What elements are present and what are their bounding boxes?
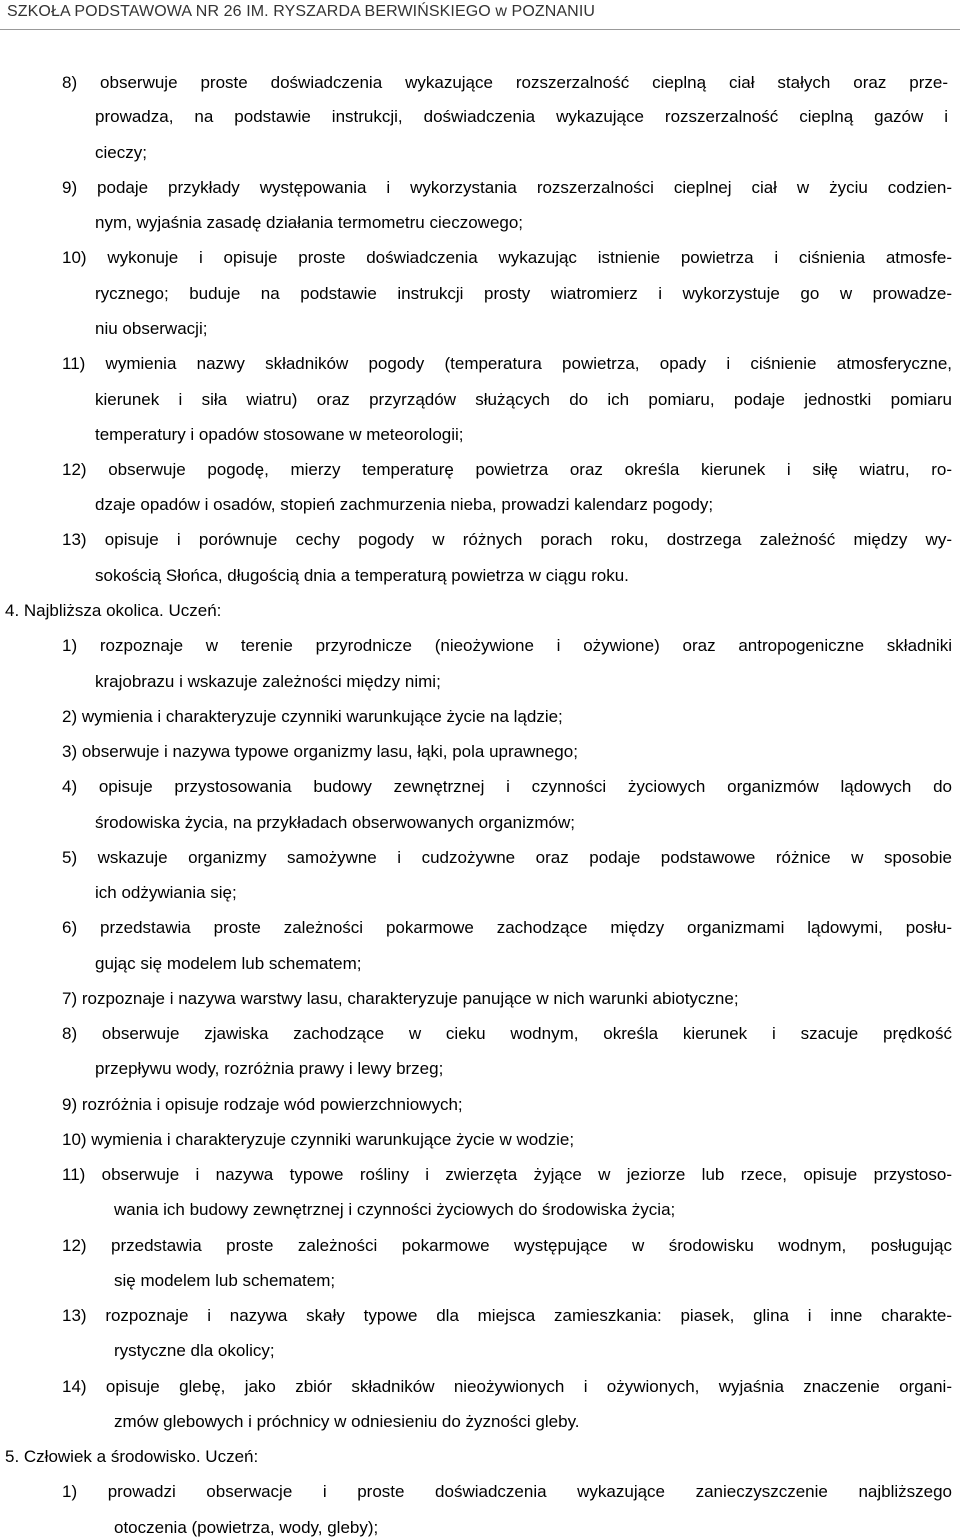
text-line: temperatury i opadów stosowane w meteorologii;	[95, 425, 464, 444]
text-line: środowiska życia, na przykładach obserwowanych organizmów;	[95, 813, 575, 832]
text-line: 3) obserwuje i nazywa typowe organizmy lasu, łąki, pola uprawnego;	[62, 742, 578, 761]
text-line: krajobrazu i wskazuje zależności między nimi;	[95, 672, 441, 691]
text-line: 1) rozpoznaje w terenie przyrodnicze (nieożywione i ożywione) oraz antropogeniczne składniki	[62, 636, 952, 655]
text-line: 4) opisuje przystosowania budowy zewnętrznej i czynności życiowych organizmów lądowych do	[62, 777, 952, 796]
text-line: gując się modelem lub schematem;	[95, 954, 362, 973]
text-line: 4. Najbliższa okolica. Uczeń:	[5, 601, 222, 620]
text-line: 10) wykonuje i opisuje proste doświadczenia wykazując istnienie powietrza i ciśnienia atmosfe-	[62, 248, 952, 267]
text-line: rycznego; buduje na podstawie instrukcji prosty wiatromierz i wykorzystuje go w prowadze-	[95, 284, 952, 303]
text-line: prowadza, na podstawie instrukcji, doświadczenia wykazujące rozszerzalność cieplną gazów i	[95, 107, 948, 126]
text-line: kierunek i siła wiatru) oraz przyrządów służących do ich pomiaru, podaje jednostki pomiaru	[95, 390, 952, 409]
text-line: 10) wymienia i charakteryzuje czynniki warunkujące życie w wodzie;	[62, 1130, 575, 1149]
text-line: się modelem lub schematem;	[114, 1271, 336, 1290]
text-line: 13) opisuje i porównuje cechy pogody w różnych porach roku, dostrzega zależność między wy-	[62, 530, 952, 549]
text-line: 6) przedstawia proste zależności pokarmowe zachodzące między organizmami lądowymi, posłu-	[62, 918, 952, 937]
text-line: zmów glebowych i próchnicy w odniesieniu do żyzności gleby.	[114, 1412, 580, 1431]
text-line: 9) podaje przykłady występowania i wykorzystania rozszerzalności cieplnej ciał w życiu codzien-	[62, 178, 952, 197]
text-line: 2) wymienia i charakteryzuje czynniki warunkujące życie na lądzie;	[62, 707, 563, 726]
text-line: sokością Słońca, długością dnia a temperaturą powietrza w ciągu roku.	[95, 566, 629, 585]
text-line: 13) rozpoznaje i nazywa skały typowe dla miejsca zamieszkania: piasek, glina i inne charakte-	[62, 1306, 952, 1325]
text-line: 5) wskazuje organizmy samożywne i cudzożywne oraz podaje podstawowe różnice w sposobie	[62, 848, 952, 867]
text-line: ich odżywiania się;	[95, 883, 237, 902]
text-line: cieczy;	[95, 143, 147, 162]
text-line: 8) obserwuje zjawiska zachodzące w cieku wodnym, określa kierunek i szacuje prędkość	[62, 1024, 952, 1043]
text-line: niu obserwacji;	[95, 319, 208, 338]
page-header-title: SZKOŁA PODSTAWOWA NR 26 IM. RYSZARDA BERWIŃSKIEGO w POZNANIU	[7, 3, 596, 20]
text-line: otoczenia (powietrza, wody, gleby);	[114, 1518, 379, 1537]
text-line: dzaje opadów i osadów, stopień zachmurzenia nieba, prowadzi kalendarz pogody;	[95, 495, 714, 514]
text-line: 8) obserwuje proste doświadczenia wykazujące rozszerzalność cieplną ciał stałych oraz prze-	[62, 73, 948, 92]
text-line: rystyczne dla okolicy;	[114, 1341, 275, 1360]
text-line: przepływu wody, rozróżnia prawy i lewy brzeg;	[95, 1059, 444, 1078]
text-line: 1) prowadzi obserwacje i proste doświadczenia wykazujące zanieczyszczenie najbliższego	[62, 1482, 952, 1501]
text-line: 12) obserwuje pogodę, mierzy temperaturę powietrza oraz określa kierunek i siłę wiatru, ro-	[62, 460, 952, 479]
text-line: nym, wyjaśnia zasadę działania termometru cieczowego;	[95, 213, 524, 232]
text-line: 9) rozróżnia i opisuje rodzaje wód powierzchniowych;	[62, 1095, 463, 1114]
text-line: 11) obserwuje i nazywa typowe rośliny i zwierzęta żyjące w jeziorze lub rzece, opisuje przystoso-	[62, 1165, 952, 1184]
text-line: 7) rozpoznaje i nazywa warstwy lasu, charakteryzuje panujące w nich warunki abiotyczne;	[62, 989, 739, 1008]
text-line: 14) opisuje glebę, jako zbiór składników nieożywionych i ożywionych, wyjaśnia znaczenie organi-	[62, 1377, 952, 1396]
text-line: 5. Człowiek a środowisko. Uczeń:	[5, 1447, 259, 1466]
text-line: wania ich budowy zewnętrznej i czynności życiowych do środowiska życia;	[114, 1200, 676, 1219]
text-line: 11) wymienia nazwy składników pogody (temperatura powietrza, opady i ciśnienie atmosferyczne,	[62, 354, 952, 373]
text-line: 12) przedstawia proste zależności pokarmowe występujące w środowisku wodnym, posługując	[62, 1236, 952, 1255]
header-divider	[0, 29, 960, 30]
